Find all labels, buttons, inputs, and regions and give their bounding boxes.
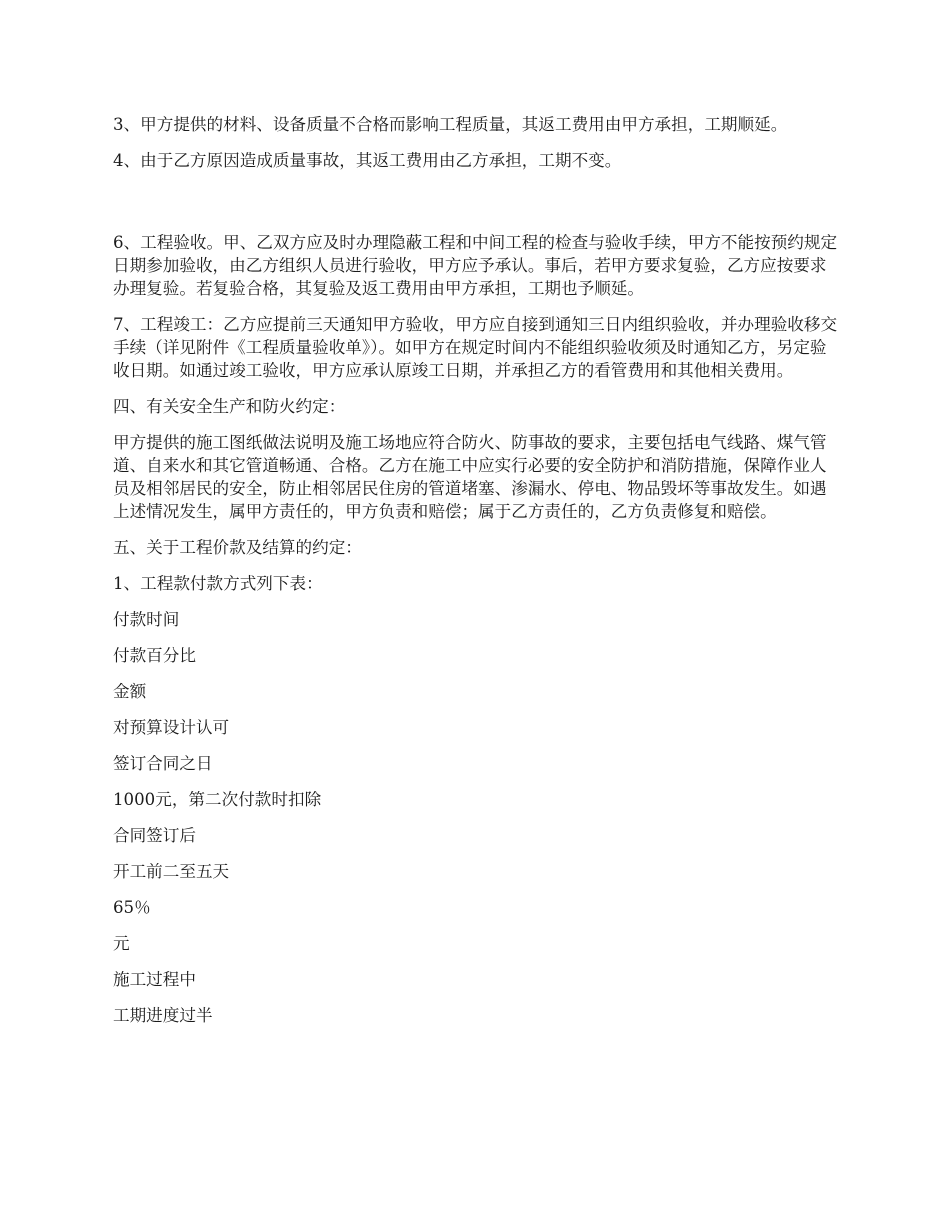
table-cell: 1000元，第二次付款时扣除 [113,790,322,809]
table-cell: 金额 [113,682,147,701]
table-cell: 开工前二至五天 [113,862,230,881]
table-cell: 付款时间 [113,610,180,629]
table-cell: 元 [113,934,130,953]
section-heading-safety: 四、有关安全生产和防火约定： [113,397,346,416]
paragraph-clause-4: 4、由于乙方原因造成质量事故，其返工费用由乙方承担，工期不变。 [113,151,622,170]
paragraph-clause-3: 3、甲方提供的材料、设备质量不合格而影响工程质量，其返工费用由甲方承担，工期顺延。 [113,115,788,134]
table-cell: 施工过程中 [113,970,196,989]
table-cell: 签订合同之日 [113,754,213,773]
table-cell: 65％ [113,898,151,917]
paragraph-clause-7: 7、工程竣工：乙方应提前三天通知甲方验收，甲方应自接到通知三日内组织验收，并办理验收移交手续（详见附件《工程质量验收单》）。如甲方在规定时间内不能组织验收须及时通知乙方，另定验收日期。如通过竣工验收，甲方应承认原竣工日期，并承担乙方的看管费用和其他相关费用。 [113,315,838,380]
paragraph-safety: 甲方提供的施工图纸做法说明及施工场地应符合防火、防事故的要求，主要包括电气线路、煤气管道、自来水和其它管道畅通、合格。乙方在施工中应实行必要的安全防护和消防措施，保障作业人员及相邻居民的安全，防止相邻居民住房的管道堵塞、渗漏水、停电、物品毁坏等事故发生。如遇上述情况发生，属甲方责任的，甲方负责和赔偿；属于乙方责任的，乙方负责修复和赔偿。 [113,433,827,521]
table-cell: 对预算设计认可 [113,718,230,737]
table-cell: 合同签订后 [113,826,196,845]
table-cell: 付款百分比 [113,646,196,665]
table-cell: 工期进度过半 [113,1006,213,1025]
section-heading-payment: 五、关于工程价款及结算的约定： [113,538,362,557]
paragraph-payment-method: 1、工程款付款方式列下表： [113,574,323,593]
paragraph-clause-6: 6、工程验收。甲、乙双方应及时办理隐蔽工程和中间工程的检查与验收手续，甲方不能按预约规定日期参加验收，由乙方组织人员进行验收，甲方应予承认。事后，若甲方要求复验，乙方应按要求办理复验。若复验合格，其复验及返工费用由甲方承担，工期也予顺延。 [113,233,838,298]
document-body [113,113,838,1040]
